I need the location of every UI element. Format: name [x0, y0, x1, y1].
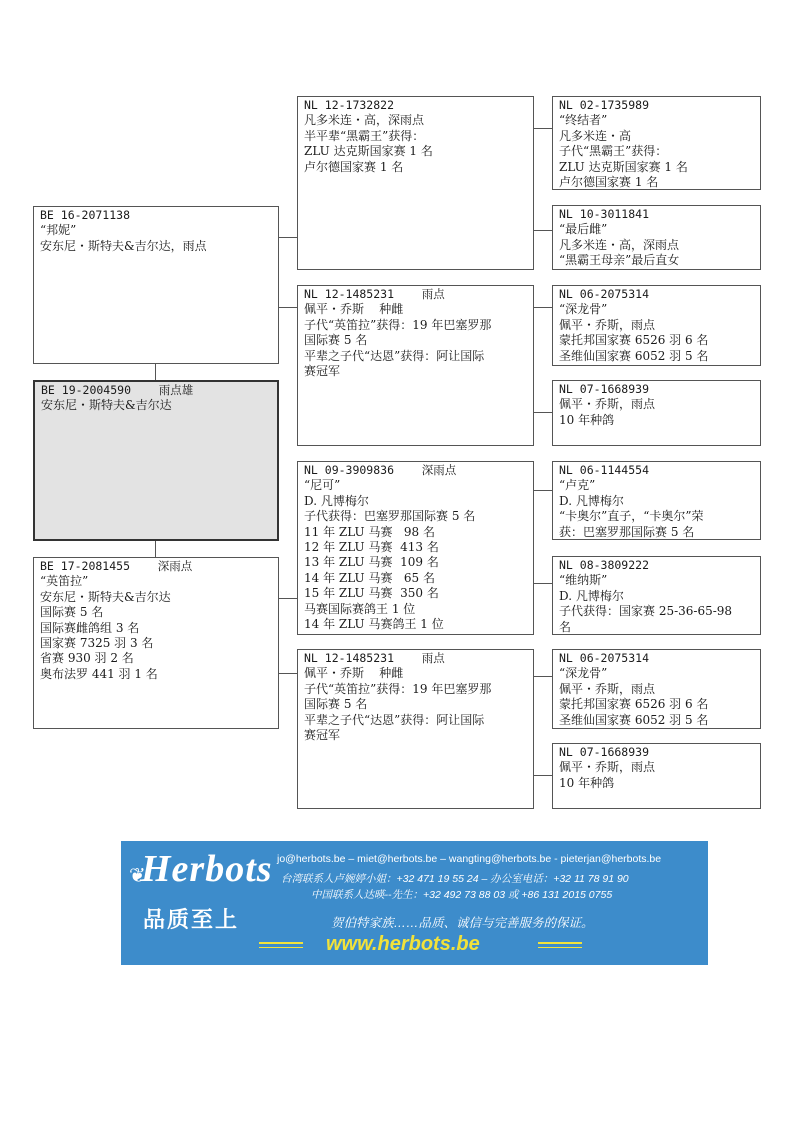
info-line: 12 年 ZLU 马赛 413 名 — [304, 540, 439, 555]
info-line: 佩平・乔斯，雨点 — [559, 397, 656, 412]
dam-sire-sire-card — [552, 461, 761, 540]
ring-number: NL 10-3011841 — [559, 207, 650, 221]
info-line: 子代获得：巴塞罗那国际赛 5 名 — [304, 509, 476, 524]
info-line: 子代“英笛拉”获得：19 年巴塞罗那 — [304, 317, 492, 332]
info-line: ZLU 达克斯国家赛 1 名 — [559, 159, 688, 174]
connector-line — [155, 541, 156, 557]
email-list[interactable]: jo@herbots.be – miet@herbots.be – wangting@herbots.be - pieterjan@herbots.be — [277, 853, 662, 865]
info-line: “英笛拉” — [40, 574, 89, 589]
info-line: 佩平・乔斯，雨点 — [559, 681, 656, 696]
info-line: 子代“英笛拉”获得：19 年巴塞罗那 — [304, 681, 492, 696]
pigeon-wing-icon: ❦ — [129, 865, 146, 887]
info-line: “卢克” — [559, 478, 596, 493]
sire-dam-dam-card — [552, 380, 761, 446]
ring-number: BE 16-2071138 — [40, 208, 131, 222]
decorative-rule — [538, 942, 582, 944]
info-line: “最后雌” — [559, 222, 608, 237]
info-line: 国家赛 7325 羽 3 名 — [40, 636, 154, 651]
info-line: 安东尼・斯特夫&吉尔达，雨点 — [40, 238, 207, 253]
info-line: 子代“黑霸王”获得： — [559, 144, 668, 159]
info-line: 获：巴塞罗那国际赛 5 名 — [559, 524, 695, 539]
dam-card — [33, 557, 279, 729]
connector-line — [534, 128, 552, 129]
connector-line — [534, 230, 552, 231]
info-line: 卢尔德国家赛 1 名 — [559, 175, 659, 190]
connector-line — [279, 598, 297, 599]
info-line: 赛冠军 — [304, 728, 341, 743]
info-line: 马赛国际赛鸽王 1 位 — [304, 601, 416, 616]
ring-number: NL 02-1735989 — [559, 98, 650, 112]
dam-dam-dam-card — [552, 743, 761, 809]
info-line: 平辈之子代“达恩”获得：阿让国际 — [304, 348, 485, 363]
info-line: 圣维仙国家赛 6052 羽 5 名 — [559, 348, 709, 363]
connector-line — [534, 583, 552, 584]
contact-china: 中国联系人达暎--先生：+32 492 73 88 03 或 +86 131 2015 0755 — [311, 889, 613, 901]
info-line: 子代获得：国家赛 25-36-65-98 — [559, 604, 733, 619]
info-line: 10 年种鸽 — [559, 412, 615, 427]
info-line: ZLU 达克斯国家赛 1 名 — [304, 144, 433, 159]
info-line: 佩平・乔斯 种雌 — [304, 666, 404, 681]
dam-sire-dam-card — [552, 556, 761, 635]
sire-sire-dam-card — [552, 205, 761, 270]
info-line: 凡多米连・高，深雨点 — [559, 237, 680, 252]
ring-number: BE 17-2081455 深雨点 — [40, 559, 193, 573]
info-line: “维纳斯” — [559, 573, 608, 588]
herbots-banner[interactable] — [121, 841, 708, 965]
info-line: 赛冠军 — [304, 364, 341, 379]
banner-slogan: 品质至上 — [143, 907, 240, 932]
connector-line — [534, 676, 552, 677]
sire-sire-card — [297, 96, 534, 270]
info-line: 安东尼・斯特夫&吉尔达 — [40, 589, 171, 604]
connector-line — [279, 307, 297, 308]
info-line: “深龙骨” — [559, 666, 608, 681]
info-line: D. 凡博梅尔 — [559, 588, 624, 603]
info-line: “终结者” — [559, 113, 608, 128]
ring-number: NL 06-1144554 — [559, 463, 650, 477]
ring-number: NL 09-3909836 深雨点 — [304, 463, 457, 477]
info-line: 国际赛 5 名 — [304, 333, 368, 348]
connector-line — [534, 307, 552, 308]
decorative-rule — [259, 947, 303, 948]
info-line: “黑霸王母亲”最后直女 — [559, 253, 680, 268]
decorative-rule — [538, 947, 582, 948]
info-line: 安东尼・斯特夫&吉尔达 — [41, 398, 172, 413]
info-line: 14 年 ZLU 马赛 65 名 — [304, 570, 436, 585]
info-line: 13 年 ZLU 马赛 109 名 — [304, 555, 439, 570]
info-line: 蒙托邦国家赛 6526 羽 6 名 — [559, 697, 709, 712]
info-line: 11 年 ZLU 马赛 98 名 — [304, 524, 436, 539]
connector-line — [534, 775, 552, 776]
decorative-rule — [259, 942, 303, 944]
info-line: 佩平・乔斯，雨点 — [559, 317, 656, 332]
sire-sire-sire-card — [552, 96, 761, 190]
info-line: D. 凡博梅尔 — [304, 493, 369, 508]
info-line: 15 年 ZLU 马赛 350 名 — [304, 586, 439, 601]
ring-number: NL 12-1485231 雨点 — [304, 287, 445, 301]
info-line: 蒙托邦国家赛 6526 羽 6 名 — [559, 333, 709, 348]
info-line: 圣维仙国家赛 6052 羽 5 名 — [559, 712, 709, 727]
connector-line — [534, 490, 552, 491]
dam-dam-card — [297, 649, 534, 809]
connector-line — [279, 237, 297, 238]
ring-number: NL 06-2075314 — [559, 287, 650, 301]
ring-number: BE 19-2004590 雨点雄 — [41, 383, 194, 397]
ring-number: NL 06-2075314 — [559, 651, 650, 665]
ring-number: NL 12-1732822 — [304, 98, 395, 112]
info-line: 10 年种鸽 — [559, 775, 615, 790]
banner-tagline: 贺伯特家族……品质、诚信与完善服务的保证。 — [331, 916, 594, 930]
info-line: 凡多米连・高 — [559, 128, 632, 143]
info-line: 国际赛雌鸽组 3 名 — [40, 620, 140, 635]
subject-card — [33, 380, 279, 541]
ring-number: NL 07-1668939 — [559, 382, 650, 396]
info-line: 凡多米连・高，深雨点 — [304, 113, 425, 128]
connector-line — [279, 673, 297, 674]
dam-dam-sire-card — [552, 649, 761, 729]
info-line: 半平辈“黑霸王”获得： — [304, 128, 425, 143]
connector-line — [534, 412, 552, 413]
ring-number: NL 07-1668939 — [559, 745, 650, 759]
info-line: “深龙骨” — [559, 302, 608, 317]
info-line: “卡奥尔”直子，“卡奥尔”荣 — [559, 509, 704, 524]
dam-sire-card — [297, 461, 534, 635]
info-line: 奥布法罗 441 羽 1 名 — [40, 666, 158, 681]
info-line: 卢尔德国家赛 1 名 — [304, 159, 404, 174]
info-line: 名 — [559, 619, 572, 634]
contact-taiwan: 台湾联系人卢婉婷小姐：+32 471 19 55 24 – 办公室电话：+32 11 78 91 90 — [281, 873, 629, 885]
website-link[interactable]: www.herbots.be — [326, 933, 480, 955]
info-line: 佩平・乔斯 种雌 — [304, 302, 404, 317]
info-line: 14 年 ZLU 马赛鸽王 1 位 — [304, 617, 444, 632]
info-line: 佩平・乔斯，雨点 — [559, 760, 656, 775]
info-line: 国际赛 5 名 — [40, 605, 104, 620]
info-line: D. 凡博梅尔 — [559, 493, 624, 508]
info-line: 省赛 930 羽 2 名 — [40, 651, 134, 666]
connector-line — [155, 364, 156, 380]
info-line: 国际赛 5 名 — [304, 697, 368, 712]
sire-dam-sire-card — [552, 285, 761, 366]
ring-number: NL 12-1485231 雨点 — [304, 651, 445, 665]
herbots-logo: Herbots — [141, 848, 273, 890]
ring-number: NL 08-3809222 — [559, 558, 650, 572]
info-line: “邦妮” — [40, 223, 77, 238]
info-line: “尼可” — [304, 478, 341, 493]
sire-card — [33, 206, 279, 364]
info-line: 平辈之子代“达恩”获得：阿让国际 — [304, 712, 485, 727]
sire-dam-card — [297, 285, 534, 446]
